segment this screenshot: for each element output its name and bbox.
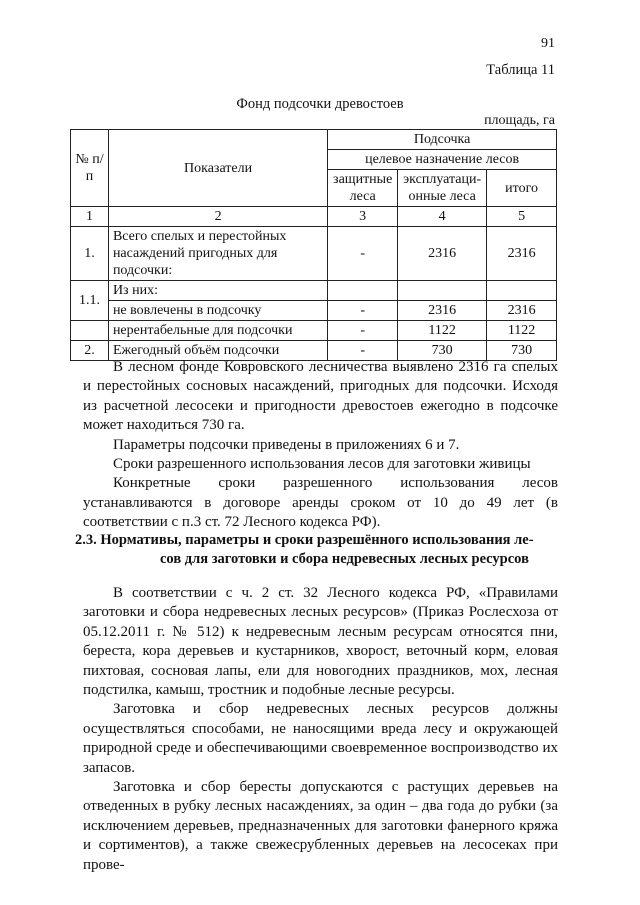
row-total: 1122 — [487, 321, 557, 341]
col-number: 3 — [328, 207, 398, 227]
header-purpose: целевое назначение лесов — [328, 150, 557, 170]
table-title: Фонд подсочки древостоев — [236, 96, 404, 112]
row-exploitation: 1122 — [398, 321, 487, 341]
row-name: Из них: — [108, 281, 327, 301]
page-number: 91 — [541, 36, 555, 51]
col-number: 2 — [108, 207, 327, 227]
paragraph: Заготовка и сбор бересты допускаются с растущих деревьев на отведенных в рубку лесных насаждениях, за один – два года до рубки (за исключением деревьев, предназначенных для заготовки фанерного кряжа и сортиментов), а также свежесрубленных деревьев на лесосеках при прове- — [83, 779, 558, 873]
row-protective: - — [328, 301, 398, 321]
row-name: нерентабельные для подсочки — [108, 321, 327, 341]
row-protective: - — [328, 341, 398, 361]
table-row — [71, 301, 557, 321]
header-protective: защитные леса — [328, 170, 398, 207]
text-block-2 — [83, 584, 558, 875]
header-indicators: Показатели — [108, 130, 327, 207]
text-block-1 — [83, 358, 558, 533]
table-row — [71, 227, 557, 281]
row-num — [71, 321, 109, 341]
row-total: 730 — [487, 341, 557, 361]
heading-line: сов для заготовки и сбора недревесных лесных ресурсов — [160, 551, 529, 567]
row-exploitation: 2316 — [398, 227, 487, 281]
row-total: 2316 — [487, 301, 557, 321]
row-exploitation: 2316 — [398, 301, 487, 321]
table-row — [71, 281, 557, 301]
row-num: 2. — [71, 341, 109, 361]
paragraph: В лесном фонде Ковровского лесничества выявлено 2316 га спелых и перестойных сосновых насаждений, пригодных для подсочки. Исходя из расчетной лесосеки и пригодности древостоев ежегодно в подсочке может находиться 730 га. — [83, 359, 558, 434]
row-protective: - — [328, 321, 398, 341]
row-name: не вовлечены в подсочку — [108, 301, 327, 321]
column-number-row — [71, 207, 557, 227]
paragraph: Заготовка и сбор недревесных лесных ресурсов должны осуществляться способами, не наносящими вреда лесу и окружающей природной среде и обеспечивающими своевременное воспроизводство их запасов. — [83, 701, 558, 776]
unit-label: площадь, га — [484, 113, 555, 128]
header-exploitation: эксплуатаци-онные леса — [398, 170, 487, 207]
row-total: 2316 — [487, 227, 557, 281]
paragraph: Параметры подсочки приведены в приложениях 6 и 7. — [113, 436, 460, 453]
row-num: 1. — [71, 227, 109, 281]
section-heading — [75, 531, 560, 569]
row-name: Всего спелых и перестойных насаждений пригодных для подсочки: — [108, 227, 327, 281]
tapping-table — [70, 129, 557, 361]
header-num: № п/п — [71, 130, 109, 207]
paragraph: Конкретные сроки разрешенного использования лесов устанавливаются в договоре аренды сроком от 10 до 49 лет (в соответствии с п.3 ст. 72 Лесного кодекса РФ). — [83, 475, 558, 531]
header-tapping: Подсочка — [328, 130, 557, 150]
row-name: Ежегодный объём подсочки — [108, 341, 327, 361]
header-total: итого — [487, 170, 557, 207]
heading-line: 2.3. Нормативы, параметры и сроки разрешённого использования ле- — [75, 532, 534, 548]
col-number: 1 — [71, 207, 109, 227]
table-row — [71, 321, 557, 341]
row-exploitation: 730 — [398, 341, 487, 361]
paragraph: В соответствии с ч. 2 ст. 32 Лесного кодекса РФ, «Правилами заготовки и сбора недревесных лесных ресурсов» (Приказ Рослесхоза от 05.12.2011 г. № 512) к недревесным лесным ресурсам относятся пни, береста, кора деревьев и кустарников, хворост, веточный корм, еловая пихтовая, сосновая лапы, ели для новогодних праздников, мох, лесная подстилка, камыш, тростник и подобные лесные ресурсы. — [83, 585, 558, 699]
paragraph: Сроки разрешенного использования лесов для заготовки живицы — [113, 456, 531, 473]
col-number: 5 — [487, 207, 557, 227]
col-number: 4 — [398, 207, 487, 227]
table-label: Таблица 11 — [486, 62, 555, 78]
row-protective: - — [328, 227, 398, 281]
row-num: 1.1. — [71, 281, 109, 321]
